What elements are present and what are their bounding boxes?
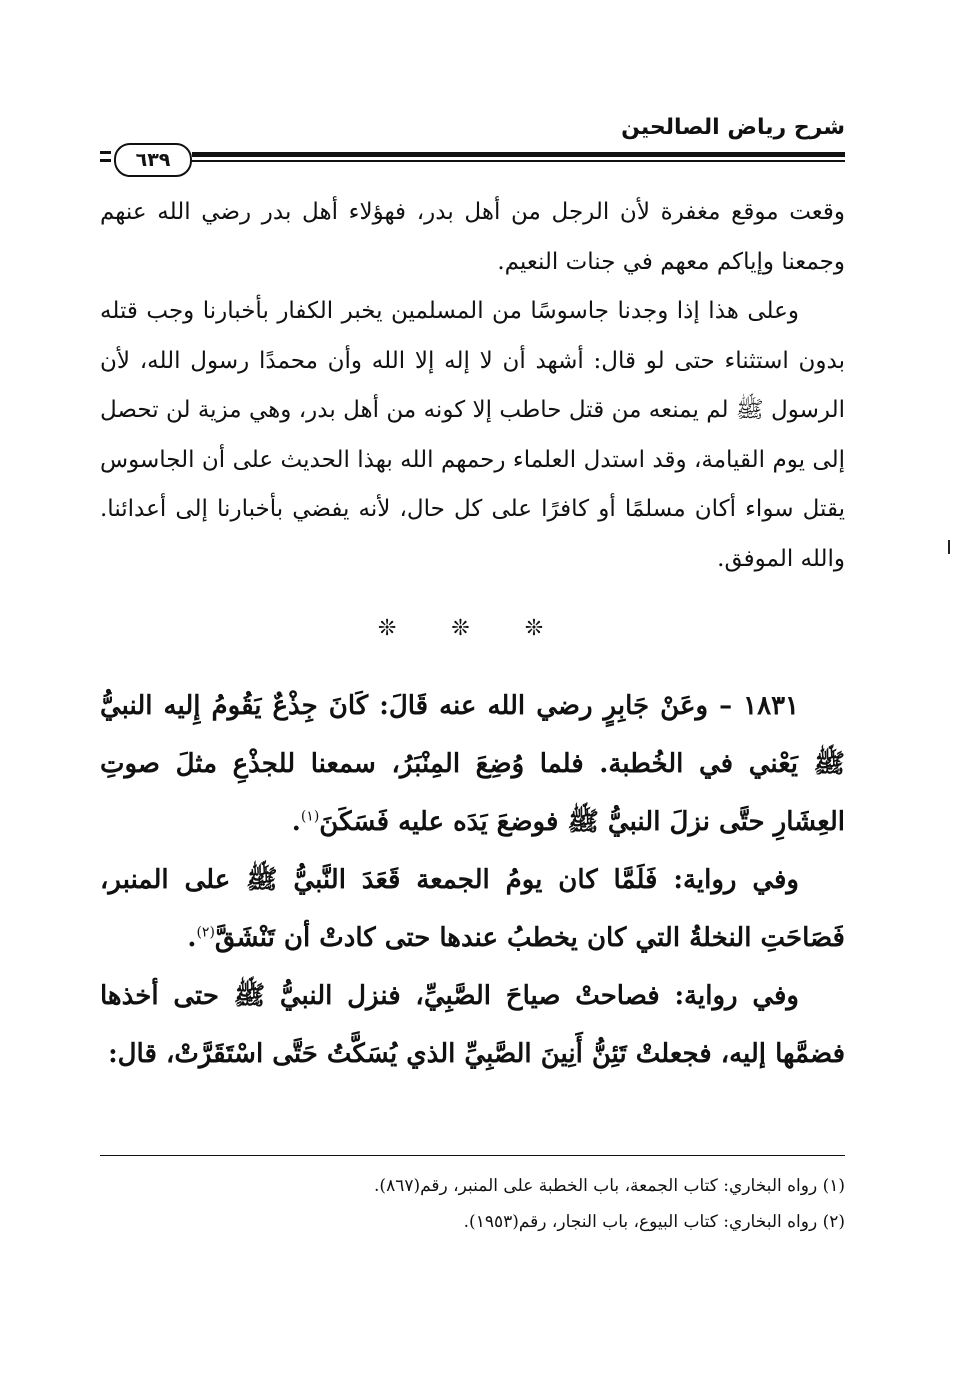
body-paragraph: وقعت موقع مغفرة لأن الرجل من أهل بدر، فهؤلاء أهل بدر رضي الله عنهم وجمعنا وإياكم معهم في جنات النعيم. [100, 199, 845, 275]
hadith-paragraph: وفي رواية: فَلَمَّا كان يومُ الجمعة قَعَدَ النَّبيُّ ﷺ على المنبر، فَصَاحَتِ النخلةُ التي كان يخطبُ عندها حتى كادتْ أن تَنْشَقَّ$^{(٢)}$. [100, 865, 845, 953]
footnote-ref: (١) [300, 808, 320, 825]
footnote-ref: (٢) [196, 924, 215, 941]
header-rule-thin [192, 160, 845, 162]
header-rule-thick [192, 152, 845, 157]
header-marker-bar [100, 159, 111, 162]
footnotes [100, 1168, 845, 1240]
hadith-text: ١٨٣١ – وعَنْ جَابِرٍ رضي الله عنه قَالَ: كَانَ جِذْعٌ يَقُومُ إِليه النبيُّ ﷺ يَعْني في الخُطبة. فلما وُضِعَ المِنْبَرُ، سمعنا للجذْعِ مثلَ صوتِ العِشَارِ حتَّى نزلَ النبيُّ ﷺ فوضعَ يَدَه عليه فَسَكَنَ [100, 691, 845, 837]
page-body [100, 188, 845, 1083]
footnote: (٢) رواه البخاري: كتاب البيوع، باب النجار، رقم(١٩٥٣). [463, 1212, 845, 1232]
footnote: (١) رواه البخاري: كتاب الجمعة، باب الخطبة على المنبر، رقم(٨٦٧). [374, 1176, 845, 1196]
page-edge-mark [948, 540, 950, 554]
section-divider: ❊ ❊ ❊ [377, 616, 568, 641]
page-header [100, 110, 845, 180]
book-title: شرح رياض الصالحين [621, 115, 845, 140]
hadith-paragraph [100, 967, 845, 1083]
footnote-separator [100, 1155, 845, 1156]
header-marker-bar [100, 151, 111, 154]
body-paragraph: وعلى هذا إذا وجدنا جاسوسًا من المسلمين يخبر الكفار بأخبارنا وجب قتله بدون استثناء حتى لو قال: أشهد أن لا إله إلا الله وأن محمدًا رسول الله، لأن الرسول ﷺ لم يمنعه من قتل حاطب إلا كونه من أهل بدر، وهي مزية لن تحصل إلى يوم القيامة، وقد استدل العلماء رحمهم الله بهذا الحديث على أن الجاسوس يقتل سواء أكان مسلمًا أو كافرًا على كل حال، لأنه يفضي بأخبارنا إلى أعدائنا. والله الموفق. [100, 298, 845, 572]
hadith-paragraph: ١٨٣١ – وعَنْ جَابِرٍ رضي الله عنه قَالَ: كَانَ جِذْعٌ يَقُومُ إِليه النبيُّ ﷺ يَعْني في الخُطبة. فلما وُضِعَ المِنْبَرُ، سمعنا للجذْعِ مثلَ صوتِ العِشَارِ حتَّى نزلَ النبيُّ ﷺ فوضعَ يَدَه عليه فَسَكَنَ$^{(١)}$. [100, 691, 845, 837]
hadith-text: وفي رواية: فَلَمَّا كان يومُ الجمعة قَعَدَ النَّبيُّ ﷺ على المنبر، فَصَاحَتِ النخلةُ التي كان يخطبُ عندها حتى كادتْ أن تَنْشَقَّ [100, 865, 845, 953]
page-number: ٦٣٩ [114, 143, 192, 177]
hadith-text: وفي رواية: فصاحتْ صياحَ الصَّبِيِّ، فنزل النبيُّ ﷺ حتى أخذها فضمَّها إليه، فجعلتْ تَئِنُّ أَنِينَ الصَّبِيِّ الذي يُسَكَّتُ حَتَّى اسْتَقَرَّتْ، قال: [100, 981, 845, 1069]
